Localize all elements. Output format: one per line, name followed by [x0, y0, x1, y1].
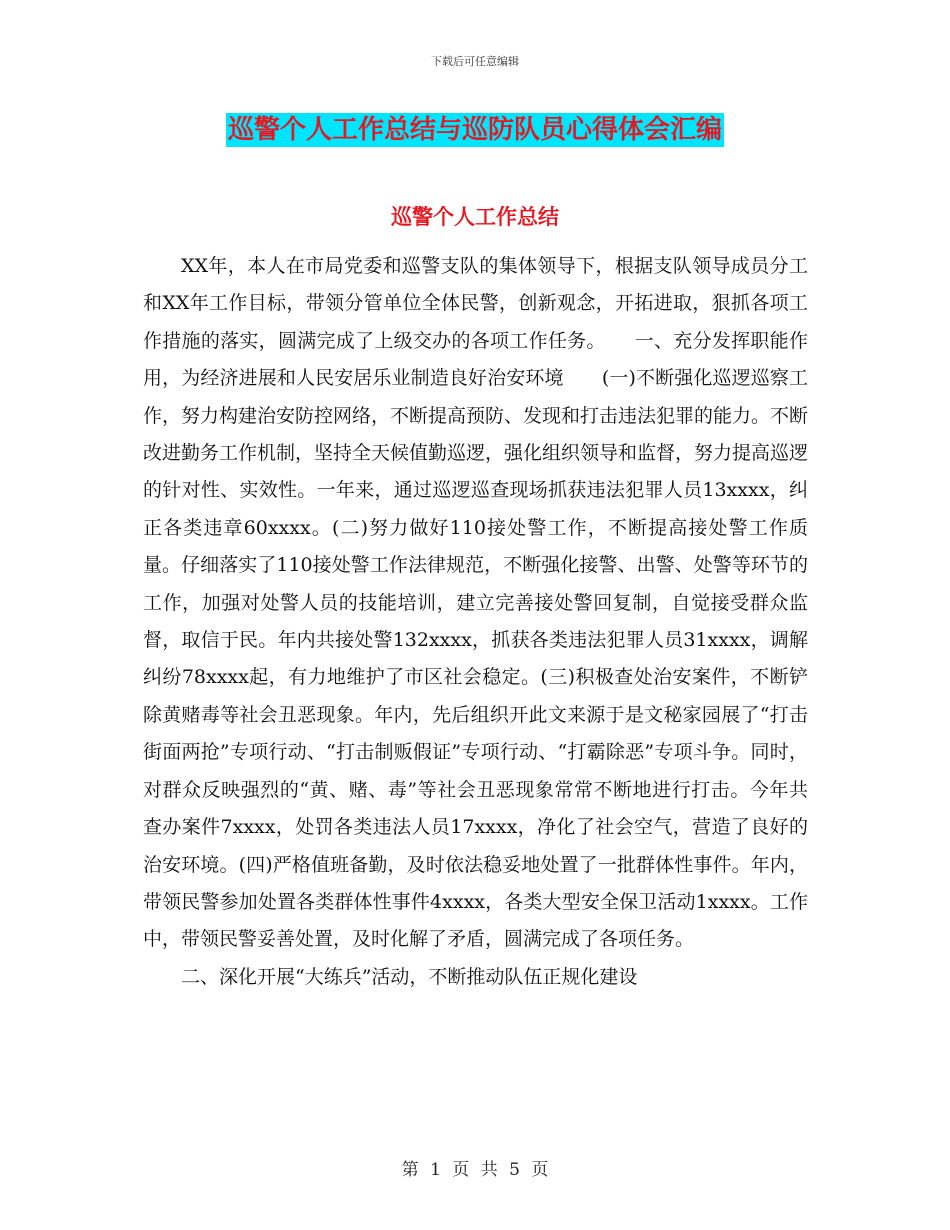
document-title-container [0, 113, 950, 147]
document-body [143, 248, 808, 996]
section-title: 巡警个人工作总结 [391, 205, 559, 229]
page-footer: 第 1 页 共 5 页 [401, 1160, 549, 1180]
page-header-note: 下载后可任意编辑 [431, 55, 519, 68]
body-paragraph: 二、深化开展“大练兵”活动，不断推动队伍正规化建设 [181, 965, 638, 988]
document-title: 巡警个人工作总结与巡防队员心得体会汇编 [227, 115, 722, 145]
body-paragraph: XX年，本人在市局党委和巡警支队的集体领导下，根据支队领导成员分工和XX年工作目标，带领分管单位全体民警，创新观念，开拓进取，狠抓各项工作措施的落实，圆满完成了上级交办的各项工作任务。 一、充分发挥职能作用，为经济进展和人民安居乐业制造良好治安环境 (一)不断强化巡逻巡察工作，努力构建治安防控网络，不断提高预防、发现和打击违法犯罪的能力。不断改进勤务工作机制，坚持全天候值勤巡逻，强化组织领导和监督，努力提高巡逻的针对性、实效性。一年来，通过巡逻巡查现场抓获违法犯罪人员13xxxx，纠正各类违章60xxxx。(二)努力做好110接处警工作，不断提高接处警工作质量。仔细落实了110接处警工作法律规范，不断强化接警、出警、处警等环节的工作，加强对处警人员的技能培训，建立完善接处警回复制，自觉接受群众监督，取信于民。年内共接处警132xxxx，抓获各类违法犯罪人员31xxxx，调解纠纷78xxxx起，有力地维护了市区社会稳定。(三)积极查处治安案件，不断铲除黄赌毒等社会丑恶现象。年内，先后组织开此文来源于是文秘家园展了“打击街面两抢”专项行动、“打击制贩假证”专项行动、“打霸除恶”专项斗争。同时，对群众反映强烈的“黄、赌、毒”等社会丑恶现象常常不断地进行打击。今年共查办案件7xxxx，处罚各类违法人员17xxxx，净化了社会空气，营造了良好的治安环境。(四)严格值班备勤，及时依法稳妥地处置了一批群体性事件。年内，带领民警参加处置各类群体性事件4xxxx，各类大型安全保卫活动1xxxx。工作中，带领民警妥善处置，及时化解了矛盾，圆满完成了各项任务。 [143, 255, 809, 951]
